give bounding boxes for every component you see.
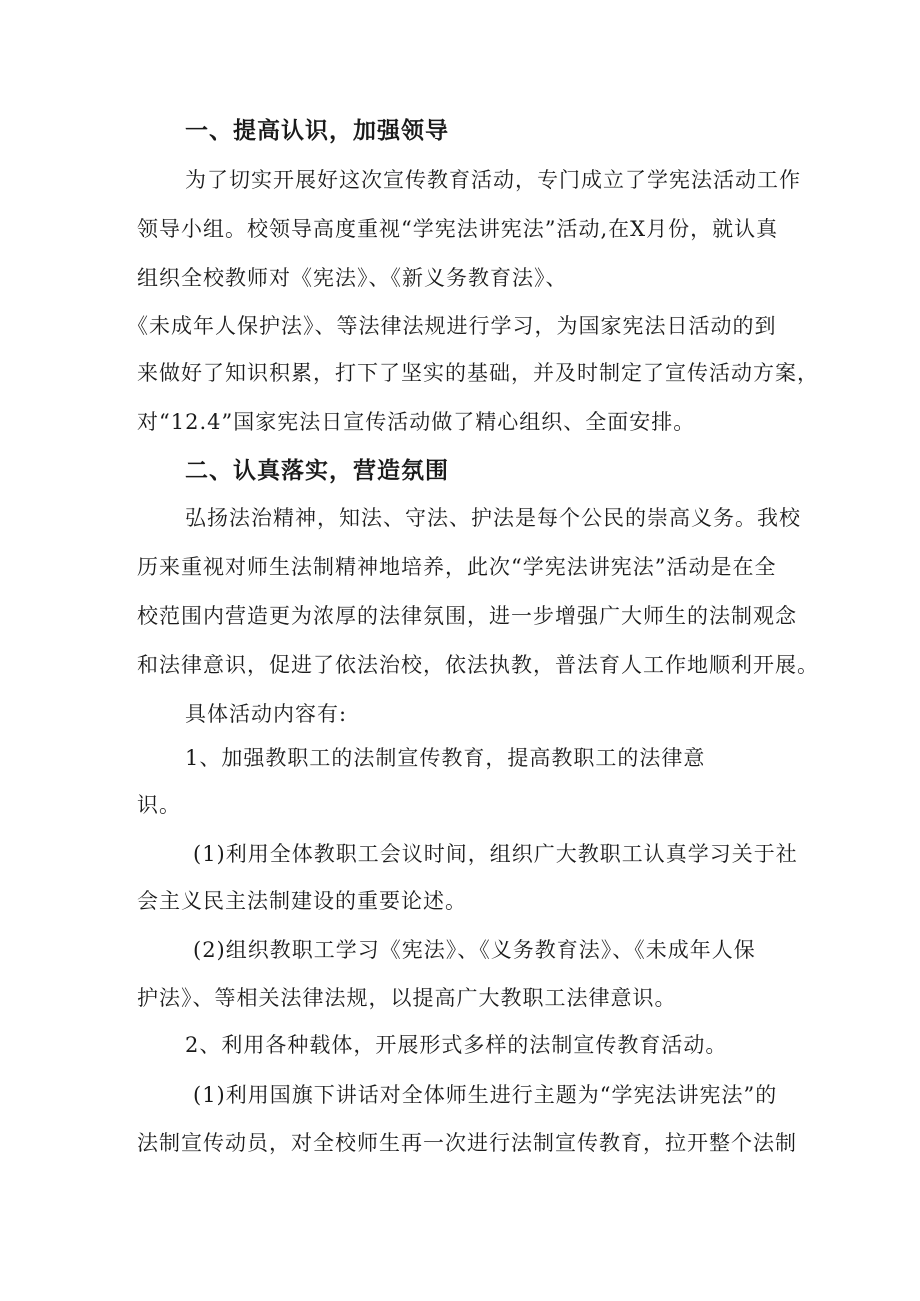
paragraph-line: 会主义民主法制建设的重要论述。 xyxy=(137,889,467,913)
paragraph-line: (2)组织教职工学习《宪法》、《义务教育法》、《未成年人保 xyxy=(193,938,756,962)
paragraph-line: (1)利用国旗下讲话对全体师生进行主题为“学宪法讲宪法”的 xyxy=(193,1083,778,1107)
paragraph-line: 具体活动内容有: xyxy=(185,702,348,726)
paragraph-line: 2、利用各种载体，开展形式多样的法制宣传教育活动。 xyxy=(185,1033,728,1057)
paragraph-line: 对“12.4”国家宪法日宣传活动做了精心组织、全面安排。 xyxy=(137,410,696,434)
paragraph-line: 组织全校教师对《宪法》、《新义务教育法》、 xyxy=(137,266,568,290)
paragraph-line: 弘扬法治精神，知法、守法、护法是每个公民的崇高义务。我校 xyxy=(185,506,801,530)
section-1-heading: 一、提高认识，加强领导 xyxy=(185,118,449,144)
paragraph-line: 历来重视对师生法制精神地培养，此次“学宪法讲宪法”活动是在全 xyxy=(137,555,777,579)
paragraph-line: 识。 xyxy=(137,793,181,817)
paragraph-line: 护法》、等相关法律法规，以提高广大教职工法律意识。 xyxy=(137,986,677,1010)
paragraph-line: 1、加强教职工的法制宣传教育，提高教职工的法律意 xyxy=(185,746,706,770)
paragraph-line: 校范围内营造更为浓厚的法律氛围，进一步增强广大师生的法制观念 xyxy=(137,604,797,628)
section-2-heading: 二、认真落实，营造氛围 xyxy=(185,458,449,484)
paragraph-line: 法制宣传动员，对全校师生再一次进行法制宣传教育，拉开整个法制 xyxy=(137,1131,797,1155)
paragraph-line: 《未成年人保护法》、等法律法规进行学习，为国家宪法日活动的到 xyxy=(127,314,777,338)
paragraph-line: 来做好了知识积累，打下了坚实的基础，并及时制定了宣传活动方案， xyxy=(137,361,819,385)
paragraph-line: 和法律意识，促进了依法治校，依法执教，普法育人工作地顺利开展。 xyxy=(137,653,819,677)
paragraph-line: 为了切实开展好这次宣传教育活动，专门成立了学宪法活动工作 xyxy=(185,168,801,192)
paragraph-line: (1)利用全体教职工会议时间，组织广大教职工认真学习关于社 xyxy=(193,842,798,866)
paragraph-line: 领导小组。校领导高度重视“学宪法讲宪法”活动,在X月份，就认真 xyxy=(137,217,779,241)
